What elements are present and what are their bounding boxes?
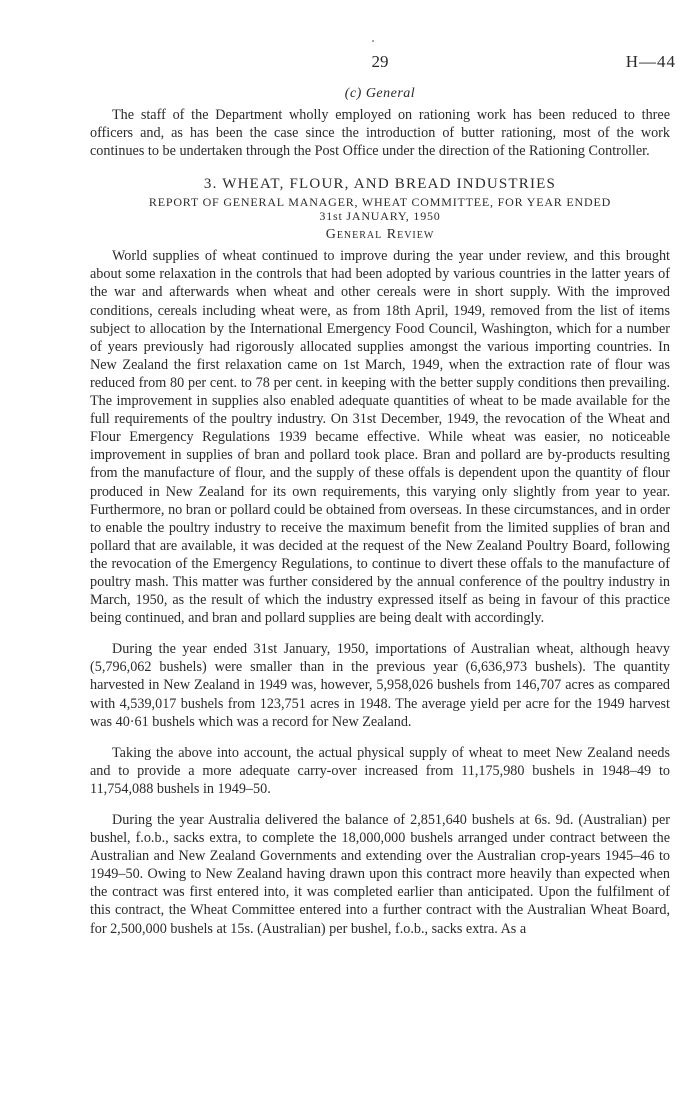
paragraph-physical-supply: Taking the above into account, the actual physical supply of wheat to meet New Zealand needs and to provide a more adequate carry-over increased from 11,175,980 bushels in 1948–49 to 11,754,088 bushels in 1949–50. xyxy=(90,744,670,797)
paragraph-importations: During the year ended 31st January, 1950, importations of Australian wheat, although heavy (5,796,062 bushels) were smaller than in the previous year (6,636,973 bushels). The quantity harvested in New Zealand in 1949 was, however, 5,958,026 bushels from 146,707 acres as compared with 4,539,017 bushels from 123,751 acres in 1948. The average yield per acre for the 1949 harvest was 40·61 bushels which was a record for New Zealand. xyxy=(90,641,670,730)
report-title-line-2: 31st JANUARY, 1950 xyxy=(319,209,441,224)
document-reference: H—44 xyxy=(625,52,676,71)
page-number: 29 xyxy=(371,52,389,71)
general-review-heading: General Review xyxy=(325,227,435,243)
general-heading: (c) General xyxy=(344,86,416,101)
document-page xyxy=(90,52,676,938)
report-title-line-1: REPORT OF GENERAL MANAGER, WHEAT COMMITTEE, FOR YEAR ENDED xyxy=(148,195,612,210)
section-title: 3. WHEAT, FLOUR, AND BREAD INDUSTRIES xyxy=(203,176,557,193)
paragraph-world-supplies: World supplies of wheat continued to improve during the year under review, and this brought about some relaxation in the controls that had been adopted by various countries in the latter years of the war and afterwards when wheat and other cereals were in short supply. With the improved conditions, cereals including wheat were, as from 18th April, 1949, removed from the list of items subject to allocation by the International Emergency Food Council, Washington, which for a number of years previously had rigorously allocated supplies amongst the various importing countries. In New Zealand the first relaxation came on 1st March, 1949, when the extraction rate of flour was reduced from 80 per cent. to 78 per cent. in keeping with the better supply conditions then prevailing. The improvement in supplies also enabled adequate quantities of wheat to be made available for the full requirements of the poultry industry. On 31st December, 1949, the revocation of the Wheat and Flour Emergency Regulations 1939 became effective. While wheat was easier, no noticeable improvement in supplies of bran and pollard took place. Bran and pollard are by-products resulting from the manufacture of flour, and the supply of these offals is dependent upon the quantity of flour produced in New Zealand for its own requirements, this varying only slightly from year to year. Furthermore, no bran or pollard could be obtained from overseas. In these circumstances, and in order to enable the poultry industry to receive the maximum benefit from the limited supplies of bran and pollard that are available, it was decided at the request of the New Zealand Poultry Board, following the revocation of the Emergency Regulations, to continue to divert these offals to the manufacture of poultry mash. This matter was further considered by the annual conference of the poultry industry in March, 1950, as the result of which the industry expressed itself as being in favour of this practice being continued, and bran and pollard supplies are being dealt with accordingly. xyxy=(90,248,670,627)
paragraph-australia-contract: During the year Australia delivered the balance of 2,851,640 bushels at 6s. 9d. (Australian) per bushel, f.o.b., sacks extra, to complete the 18,000,000 bushels arranged under contract between the Australian and New Zealand Governments and extending over the Australian crop-years 1945–46 to 1949–50. Owing to New Zealand having drawn upon this contract more heavily than expected when the contract was first entered into, it was completed earlier than anticipated. Upon the fulfilment of this contract, the Wheat Committee entered into a further contract with the Australian Wheat Board, for 2,500,000 bushels at 15s. (Australian) per bushel, f.o.b., sacks extra. As a xyxy=(90,812,670,937)
scan-speck xyxy=(372,40,374,42)
page-header xyxy=(90,52,676,80)
general-paragraph: The staff of the Department wholly employed on rationing work has been reduced to three officers and, as has been the case since the introduction of butter rationing, most of the work continues to be undertaken through the Post Office under the direction of the Rationing Controller. xyxy=(90,107,670,160)
